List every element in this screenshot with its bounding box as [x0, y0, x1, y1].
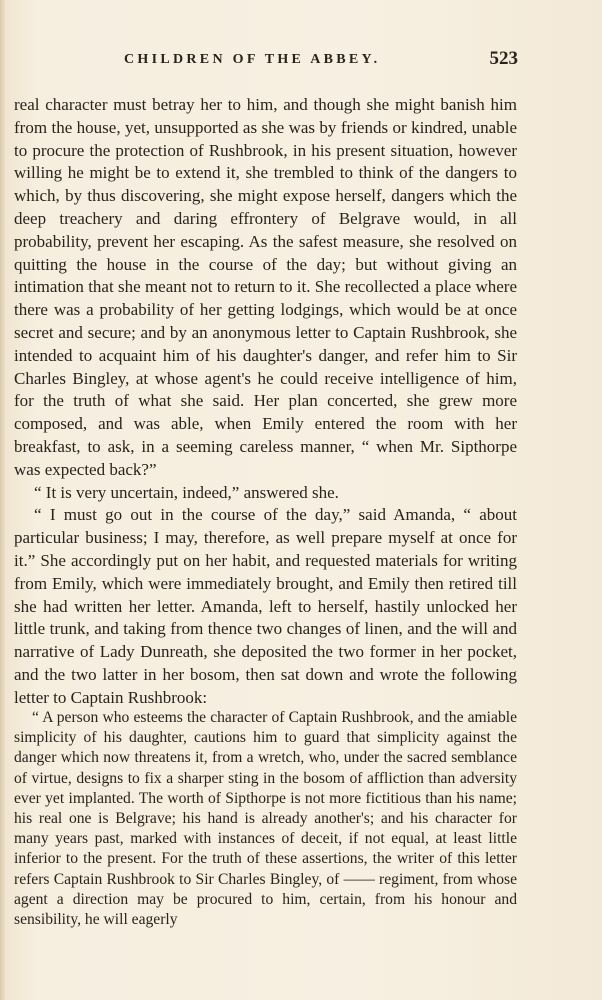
paragraph: “ I must go out in the course of the day,” said Amanda, “ about particular business; I may, therefore, as well prepare myself at once for it.” She accordingly put on her habit, and requested materials for writing from Emily, which were immediately brought, and Emily then retired till she had written her letter. Amanda, left to herself, hastily unlocked her little trunk, and taking from thence two changes of linen, and the will and narrative of Lady Dunreath, she deposited the two former in her pocket, and the two latter in her bosom, then sat down and wrote the following letter to Captain Rushbrook:: [14, 505, 517, 707]
paragraph: “ It is very uncertain, indeed,” answered she.: [34, 482, 339, 502]
page-spine-shadow: [0, 0, 6, 1000]
page-header: [18, 48, 518, 72]
body-text: [14, 94, 517, 710]
quoted-letter: [14, 708, 517, 930]
paragraph: real character must betray her to him, and though she might banish him from the house, yet, unsupported as she was by friends or kindred, unable to procure the protection of Rushbrook, in his present situation, however willing he might be to extend it, she trembled to think of the dangers to which, by thus discovering, she might expose herself, dangers which the deep treachery and daring effrontery of Belgrave would, in all probability, prevent her escaping. As the safest measure, she resolved on quitting the house in the course of the day; but without giving an intimation that she meant not to return to it. She recollected a place where there was a probability of her getting lodgings, which would be at once secret and secure; and by an anonymous letter to Captain Rushbrook, she intended to acquaint him of his daughter's danger, and refer him to Sir Charles Bingley, at whose agent's he could receive intelligence of him, for the truth of what she said. Her plan concerted, she grew more composed, and was able, when Emily entered the room with her breakfast, to ask, in a seeming careless manner, “ when Mr. Sipthorpe was expected back?”: [14, 95, 517, 479]
page-number: 523: [489, 48, 518, 69]
running-title: CHILDREN OF THE ABBEY.: [124, 52, 381, 67]
letter-paragraph: “ A person who esteems the character of Captain Rushbrook, and the amiable simplicity of his daughter, cautions him to guard that simplicity against the danger which now threatens it, from a wretch, who, under the sacred semblance of virtue, designs to fix a sharper sting in the bosom of affliction than adversity ever yet implanted. The worth of Sipthorpe is not more fictitious than his name; his real one is Belgrave; his hand is already another's; and his character for many years past, marked with instances of deceit, if not equal, at least little inferior to the present. For the truth of these assertions, the writer of this letter refers Captain Rushbrook to Sir Charles Bingley, of —— regiment, from whose agent a direction may be procured to him, certain, from his honour and sensibility, he will eagerly: [14, 709, 517, 929]
